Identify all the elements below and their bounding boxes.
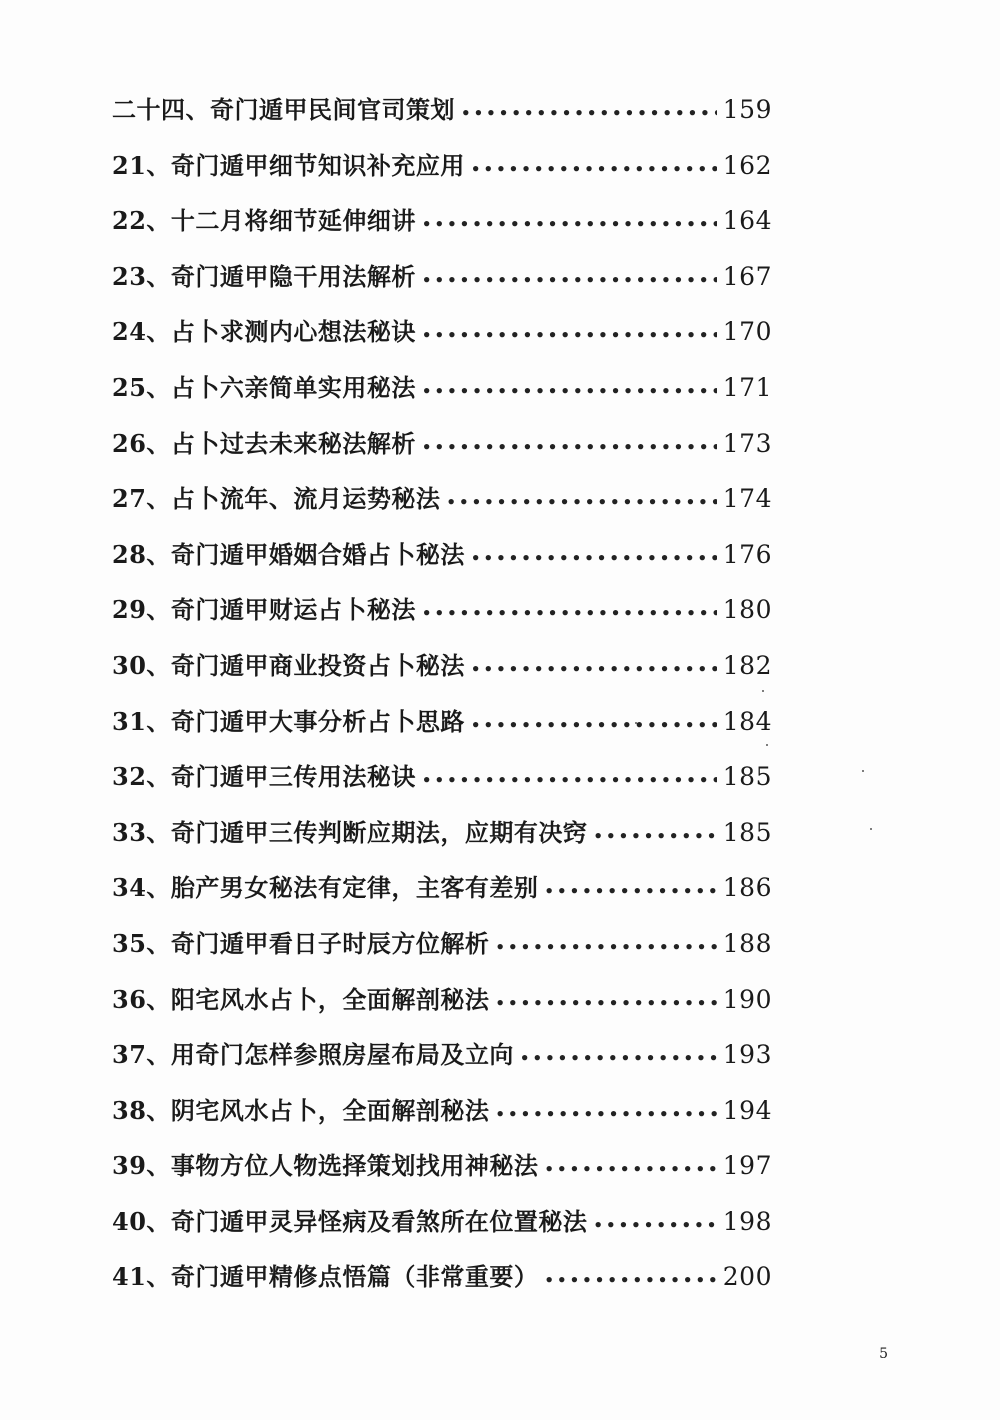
toc-entry bbox=[112, 582, 772, 638]
toc-entry-title: 40、奇门遁甲灵异怪病及看煞所在位置秘法 bbox=[112, 1206, 588, 1236]
toc-entry bbox=[112, 1194, 772, 1250]
dot-leader bbox=[593, 809, 716, 865]
toc-entry-page: 162 bbox=[722, 150, 772, 180]
toc-entry-page: 193 bbox=[722, 1040, 772, 1070]
dot-leader bbox=[495, 920, 716, 976]
toc-entry-title: 31、奇门遁甲大事分析占卜思路 bbox=[112, 706, 465, 736]
toc-entry-page: 184 bbox=[722, 706, 772, 736]
toc-entry-title: 38、阴宅风水占卜，全面解剖秘法 bbox=[112, 1095, 490, 1125]
dot-leader bbox=[422, 308, 717, 364]
toc-entry bbox=[112, 749, 772, 805]
toc-entry-page: 164 bbox=[722, 206, 772, 236]
toc-entry-page: 173 bbox=[722, 428, 772, 458]
toc-entry bbox=[112, 805, 772, 861]
toc-entry-title: 28、奇门遁甲婚姻合婚占卜秘法 bbox=[112, 539, 465, 569]
dot-leader bbox=[495, 1087, 716, 1143]
toc-entry bbox=[112, 138, 772, 194]
scan-speck bbox=[862, 770, 864, 772]
toc-entry bbox=[112, 1027, 772, 1083]
toc-entry-page: 174 bbox=[722, 484, 772, 514]
dot-leader bbox=[471, 531, 717, 587]
dot-leader bbox=[422, 586, 717, 642]
toc-entry-page: 198 bbox=[722, 1206, 772, 1236]
toc-entry bbox=[112, 416, 772, 472]
dot-leader bbox=[422, 253, 717, 309]
toc-entry-title: 33、奇门遁甲三传判断应期法，应期有决窍 bbox=[112, 817, 588, 847]
toc-entry-title: 32、奇门遁甲三传用法秘诀 bbox=[112, 762, 416, 792]
toc-entry-title: 34、胎产男女秘法有定律，主客有差别 bbox=[112, 873, 539, 903]
dot-leader bbox=[495, 976, 716, 1032]
toc-entry-page: 171 bbox=[722, 372, 772, 402]
toc-entry bbox=[112, 1249, 772, 1305]
toc-entry-page: 200 bbox=[722, 1262, 772, 1292]
toc-entry-title: 21、奇门遁甲细节知识补充应用 bbox=[112, 150, 465, 180]
toc-entry bbox=[112, 527, 772, 583]
toc-entry-title: 27、占卜流年、流月运势秘法 bbox=[112, 484, 441, 514]
toc-entry-title: 26、占卜过去未来秘法解析 bbox=[112, 428, 416, 458]
toc-entry-page: 170 bbox=[722, 317, 772, 347]
table-of-contents bbox=[112, 82, 772, 1305]
toc-entry-page: 194 bbox=[722, 1095, 772, 1125]
toc-entry-page: 185 bbox=[722, 817, 772, 847]
toc-entry-title: 35、奇门遁甲看日子时辰方位解析 bbox=[112, 928, 490, 958]
dot-leader bbox=[520, 1031, 717, 1087]
toc-entry bbox=[112, 360, 772, 416]
toc-entry-title: 30、奇门遁甲商业投资占卜秘法 bbox=[112, 650, 465, 680]
toc-entry bbox=[112, 638, 772, 694]
scan-speck bbox=[635, 722, 637, 724]
dot-leader bbox=[471, 642, 717, 698]
toc-entry-page: 176 bbox=[722, 539, 772, 569]
toc-entry-page: 186 bbox=[722, 873, 772, 903]
scan-speck bbox=[762, 690, 764, 692]
dot-leader bbox=[422, 753, 717, 809]
toc-entry bbox=[112, 82, 772, 138]
dot-leader bbox=[544, 1142, 716, 1198]
toc-entry bbox=[112, 972, 772, 1028]
toc-entry-page: 180 bbox=[722, 595, 772, 625]
dot-leader bbox=[446, 475, 716, 531]
toc-entry-page: 167 bbox=[722, 261, 772, 291]
toc-entry-title: 36、阳宅风水占卜，全面解剖秘法 bbox=[112, 984, 490, 1014]
toc-entry-title: 37、用奇门怎样参照房屋布局及立向 bbox=[112, 1040, 514, 1070]
toc-entry-title: 二十四、奇门遁甲民间官司策划 bbox=[112, 95, 455, 124]
toc-entry bbox=[112, 304, 772, 360]
dot-leader bbox=[544, 864, 716, 920]
toc-entry bbox=[112, 1083, 772, 1139]
toc-entry-title: 29、奇门遁甲财运占卜秘法 bbox=[112, 595, 416, 625]
dot-leader bbox=[544, 1253, 716, 1309]
dot-leader bbox=[593, 1198, 716, 1254]
page-number: 5 bbox=[879, 1346, 888, 1362]
toc-entry-title: 23、奇门遁甲隐干用法解析 bbox=[112, 261, 416, 291]
toc-entry bbox=[112, 694, 772, 750]
toc-entry bbox=[112, 916, 772, 972]
toc-entry bbox=[112, 860, 772, 916]
toc-entry-page: 190 bbox=[722, 984, 772, 1014]
toc-entry-title: 39、事物方位人物选择策划找用神秘法 bbox=[112, 1151, 539, 1181]
scan-speck bbox=[870, 828, 872, 830]
toc-entry bbox=[112, 249, 772, 305]
dot-leader bbox=[422, 197, 717, 253]
toc-entry-page: 182 bbox=[722, 650, 772, 680]
toc-entry bbox=[112, 1138, 772, 1194]
toc-entry-page: 188 bbox=[722, 928, 772, 958]
dot-leader bbox=[471, 142, 717, 198]
toc-entry-page: 197 bbox=[722, 1151, 772, 1181]
dot-leader bbox=[461, 86, 717, 142]
toc-entry-page: 159 bbox=[722, 95, 772, 124]
toc-entry-page: 185 bbox=[722, 762, 772, 792]
scan-speck bbox=[766, 744, 768, 746]
toc-entry bbox=[112, 471, 772, 527]
toc-entry-title: 41、奇门遁甲精修点悟篇（非常重要） bbox=[112, 1262, 539, 1292]
toc-entry-title: 24、占卜求测内心想法秘诀 bbox=[112, 317, 416, 347]
toc-entry-title: 22、十二月将细节延伸细讲 bbox=[112, 206, 416, 236]
toc-entry-title: 25、占卜六亲简单实用秘法 bbox=[112, 372, 416, 402]
toc-entry bbox=[112, 193, 772, 249]
dot-leader bbox=[422, 420, 717, 476]
dot-leader bbox=[422, 364, 717, 420]
dot-leader bbox=[471, 698, 717, 754]
